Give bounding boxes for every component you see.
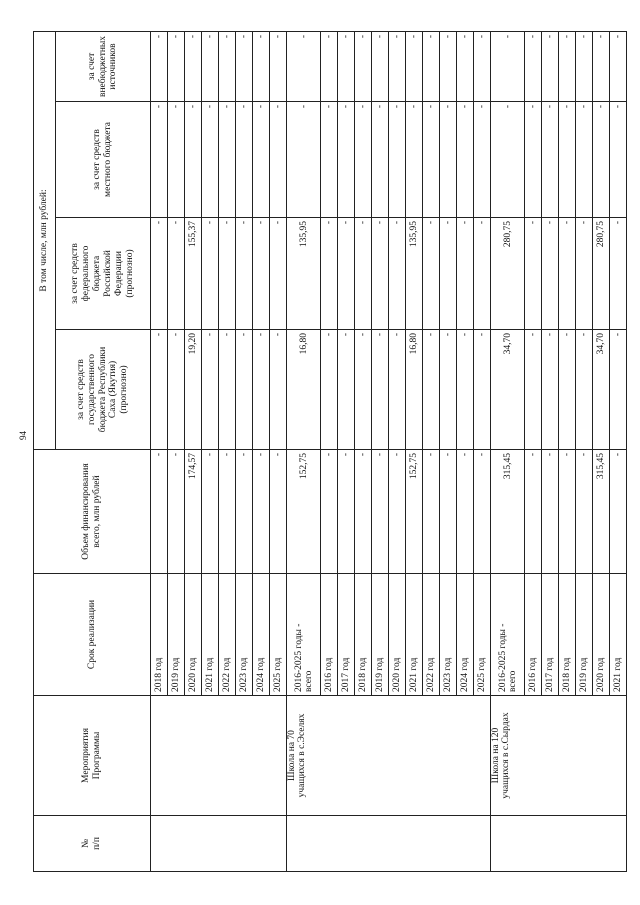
extra-cell: - bbox=[542, 31, 559, 101]
total-cell: - bbox=[355, 450, 372, 574]
financing-table bbox=[33, 31, 627, 872]
extra-cell: - bbox=[270, 31, 287, 101]
total-cell: - bbox=[559, 450, 576, 574]
rs-cell: - bbox=[440, 330, 457, 450]
period-cell: 2021 год bbox=[610, 574, 627, 696]
rs-cell: - bbox=[542, 330, 559, 450]
total-cell: - bbox=[372, 450, 389, 574]
header-measure: Мероприятия Программы bbox=[34, 696, 151, 816]
fed-cell: - bbox=[457, 218, 474, 330]
local-cell: - bbox=[423, 102, 440, 218]
extra-cell: - bbox=[321, 31, 338, 101]
extra-cell: - bbox=[491, 31, 525, 101]
rs-cell: 34,70 bbox=[593, 330, 610, 450]
fed-cell: 135,95 bbox=[406, 218, 423, 330]
rs-cell: - bbox=[355, 330, 372, 450]
fed-cell: - bbox=[372, 218, 389, 330]
rs-cell: - bbox=[151, 330, 168, 450]
fed-cell: - bbox=[270, 218, 287, 330]
period-cell: 2019 год bbox=[168, 574, 185, 696]
extra-cell: - bbox=[525, 31, 542, 101]
table-row bbox=[287, 31, 321, 871]
measure-cell: Школа на 70 учащихся в с.Эселях bbox=[287, 696, 491, 816]
local-cell: - bbox=[542, 102, 559, 218]
page-number: 94 bbox=[18, 431, 28, 440]
extra-cell: - bbox=[287, 31, 321, 101]
header-extra-budget: за счет внебюджетных источников bbox=[56, 31, 151, 101]
fed-cell: - bbox=[202, 218, 219, 330]
local-cell: - bbox=[593, 102, 610, 218]
extra-cell: - bbox=[355, 31, 372, 101]
table-row bbox=[491, 31, 525, 871]
rs-cell: - bbox=[321, 330, 338, 450]
period-cell: 2022 год bbox=[423, 574, 440, 696]
fed-cell: 280,75 bbox=[593, 218, 610, 330]
period-cell: 2021 год bbox=[202, 574, 219, 696]
local-cell: - bbox=[202, 102, 219, 218]
local-cell: - bbox=[457, 102, 474, 218]
local-cell: - bbox=[610, 102, 627, 218]
fed-cell: - bbox=[168, 218, 185, 330]
local-cell: - bbox=[406, 102, 423, 218]
rs-cell: 16,80 bbox=[287, 330, 321, 450]
local-cell: - bbox=[253, 102, 270, 218]
extra-cell: - bbox=[474, 31, 491, 101]
row-number-cell bbox=[287, 816, 491, 872]
fed-cell: - bbox=[423, 218, 440, 330]
fed-cell: - bbox=[474, 218, 491, 330]
total-cell: - bbox=[610, 450, 627, 574]
local-cell: - bbox=[576, 102, 593, 218]
total-cell: - bbox=[253, 450, 270, 574]
extra-cell: - bbox=[440, 31, 457, 101]
fed-cell: - bbox=[525, 218, 542, 330]
extra-cell: - bbox=[423, 31, 440, 101]
period-cell: 2025 год bbox=[270, 574, 287, 696]
local-cell: - bbox=[338, 102, 355, 218]
period-cell: 2021 год bbox=[406, 574, 423, 696]
rs-cell: - bbox=[474, 330, 491, 450]
header-period: Срок реализации bbox=[34, 574, 151, 696]
total-cell: - bbox=[474, 450, 491, 574]
rs-cell: - bbox=[389, 330, 406, 450]
rs-cell: - bbox=[253, 330, 270, 450]
extra-cell: - bbox=[151, 31, 168, 101]
rs-cell: - bbox=[423, 330, 440, 450]
total-cell: - bbox=[542, 450, 559, 574]
rs-cell: - bbox=[576, 330, 593, 450]
total-cell: - bbox=[525, 450, 542, 574]
period-cell: 2018 год bbox=[355, 574, 372, 696]
local-cell: - bbox=[389, 102, 406, 218]
total-cell: - bbox=[389, 450, 406, 574]
period-cell: 2019 год bbox=[576, 574, 593, 696]
local-cell: - bbox=[321, 102, 338, 218]
fed-cell: - bbox=[559, 218, 576, 330]
fed-cell: - bbox=[440, 218, 457, 330]
extra-cell: - bbox=[576, 31, 593, 101]
period-cell: 2020 год bbox=[389, 574, 406, 696]
local-cell: - bbox=[270, 102, 287, 218]
local-cell: - bbox=[474, 102, 491, 218]
rs-cell: - bbox=[168, 330, 185, 450]
period-cell: 2023 год bbox=[440, 574, 457, 696]
rs-cell: - bbox=[610, 330, 627, 450]
extra-cell: - bbox=[338, 31, 355, 101]
header-rs-budget: за счет средств государственного бюджета Республики Саха (Якутия) (прогнозно) bbox=[56, 330, 151, 450]
total-cell: - bbox=[457, 450, 474, 574]
total-cell: 152,75 bbox=[406, 450, 423, 574]
rs-cell: - bbox=[219, 330, 236, 450]
fed-cell: - bbox=[236, 218, 253, 330]
fed-cell: - bbox=[542, 218, 559, 330]
period-cell: 2016-2025 годы - всего bbox=[491, 574, 525, 696]
local-cell: - bbox=[236, 102, 253, 218]
row-number-cell bbox=[151, 816, 287, 872]
rs-cell: - bbox=[372, 330, 389, 450]
extra-cell: - bbox=[593, 31, 610, 101]
rs-cell: - bbox=[236, 330, 253, 450]
period-cell: 2018 год bbox=[559, 574, 576, 696]
header-federal-budget: за счет средств федерального бюджета Российской Федерации (прогнозно) bbox=[56, 218, 151, 330]
period-cell: 2016-2025 годы - всего bbox=[287, 574, 321, 696]
total-cell: - bbox=[168, 450, 185, 574]
fed-cell: 280,75 bbox=[491, 218, 525, 330]
local-cell: - bbox=[559, 102, 576, 218]
total-cell: - bbox=[576, 450, 593, 574]
extra-cell: - bbox=[185, 31, 202, 101]
extra-cell: - bbox=[389, 31, 406, 101]
fed-cell: 155,37 bbox=[185, 218, 202, 330]
header-group: В том числе, млн рублей: bbox=[34, 31, 56, 449]
local-cell: - bbox=[219, 102, 236, 218]
rs-cell: 16,80 bbox=[406, 330, 423, 450]
period-cell: 2024 год bbox=[457, 574, 474, 696]
fed-cell: - bbox=[151, 218, 168, 330]
period-cell: 2020 год bbox=[185, 574, 202, 696]
header-local-budget: за счет средств местного бюджета bbox=[56, 102, 151, 218]
period-cell: 2018 год bbox=[151, 574, 168, 696]
extra-cell: - bbox=[219, 31, 236, 101]
financing-table-container bbox=[33, 32, 623, 872]
extra-cell: - bbox=[202, 31, 219, 101]
fed-cell: - bbox=[576, 218, 593, 330]
total-cell: 152,75 bbox=[287, 450, 321, 574]
total-cell: - bbox=[440, 450, 457, 574]
period-cell: 2016 год bbox=[321, 574, 338, 696]
table-body bbox=[151, 31, 627, 871]
total-cell: 315,45 bbox=[593, 450, 610, 574]
extra-cell: - bbox=[406, 31, 423, 101]
total-cell: - bbox=[270, 450, 287, 574]
extra-cell: - bbox=[168, 31, 185, 101]
total-cell: - bbox=[321, 450, 338, 574]
fed-cell: - bbox=[355, 218, 372, 330]
header-num: № п/п bbox=[34, 816, 151, 872]
local-cell: - bbox=[440, 102, 457, 218]
total-cell: 174,57 bbox=[185, 450, 202, 574]
rs-cell: 19,20 bbox=[185, 330, 202, 450]
extra-cell: - bbox=[559, 31, 576, 101]
total-cell: - bbox=[338, 450, 355, 574]
extra-cell: - bbox=[610, 31, 627, 101]
total-cell: - bbox=[202, 450, 219, 574]
extra-cell: - bbox=[253, 31, 270, 101]
local-cell: - bbox=[355, 102, 372, 218]
extra-cell: - bbox=[372, 31, 389, 101]
period-cell: 2023 год bbox=[236, 574, 253, 696]
period-cell: 2017 год bbox=[542, 574, 559, 696]
fed-cell: - bbox=[338, 218, 355, 330]
header-total: Объем финансирования всего, млн рублей bbox=[34, 450, 151, 574]
local-cell: - bbox=[525, 102, 542, 218]
period-cell: 2025 год bbox=[474, 574, 491, 696]
local-cell: - bbox=[491, 102, 525, 218]
row-number-cell bbox=[491, 816, 627, 872]
rs-cell: - bbox=[202, 330, 219, 450]
fed-cell: - bbox=[253, 218, 270, 330]
period-cell: 2022 год bbox=[219, 574, 236, 696]
table-row bbox=[151, 31, 168, 871]
rs-cell: - bbox=[457, 330, 474, 450]
local-cell: - bbox=[185, 102, 202, 218]
fed-cell: - bbox=[321, 218, 338, 330]
fed-cell: 135,95 bbox=[287, 218, 321, 330]
measure-cell bbox=[151, 696, 287, 816]
total-cell: - bbox=[423, 450, 440, 574]
fed-cell: - bbox=[610, 218, 627, 330]
extra-cell: - bbox=[236, 31, 253, 101]
rs-cell: - bbox=[559, 330, 576, 450]
total-cell: 315,45 bbox=[491, 450, 525, 574]
period-cell: 2024 год bbox=[253, 574, 270, 696]
total-cell: - bbox=[236, 450, 253, 574]
total-cell: - bbox=[151, 450, 168, 574]
local-cell: - bbox=[287, 102, 321, 218]
fed-cell: - bbox=[219, 218, 236, 330]
rs-cell: - bbox=[338, 330, 355, 450]
rs-cell: - bbox=[525, 330, 542, 450]
measure-cell: Школа на 120 учащихся в с.Сырдах bbox=[491, 696, 627, 816]
local-cell: - bbox=[168, 102, 185, 218]
period-cell: 2016 год bbox=[525, 574, 542, 696]
period-cell: 2020 год bbox=[593, 574, 610, 696]
period-cell: 2019 год bbox=[372, 574, 389, 696]
extra-cell: - bbox=[457, 31, 474, 101]
rs-cell: - bbox=[270, 330, 287, 450]
local-cell: - bbox=[151, 102, 168, 218]
total-cell: - bbox=[219, 450, 236, 574]
fed-cell: - bbox=[389, 218, 406, 330]
period-cell: 2017 год bbox=[338, 574, 355, 696]
rs-cell: 34,70 bbox=[491, 330, 525, 450]
local-cell: - bbox=[372, 102, 389, 218]
